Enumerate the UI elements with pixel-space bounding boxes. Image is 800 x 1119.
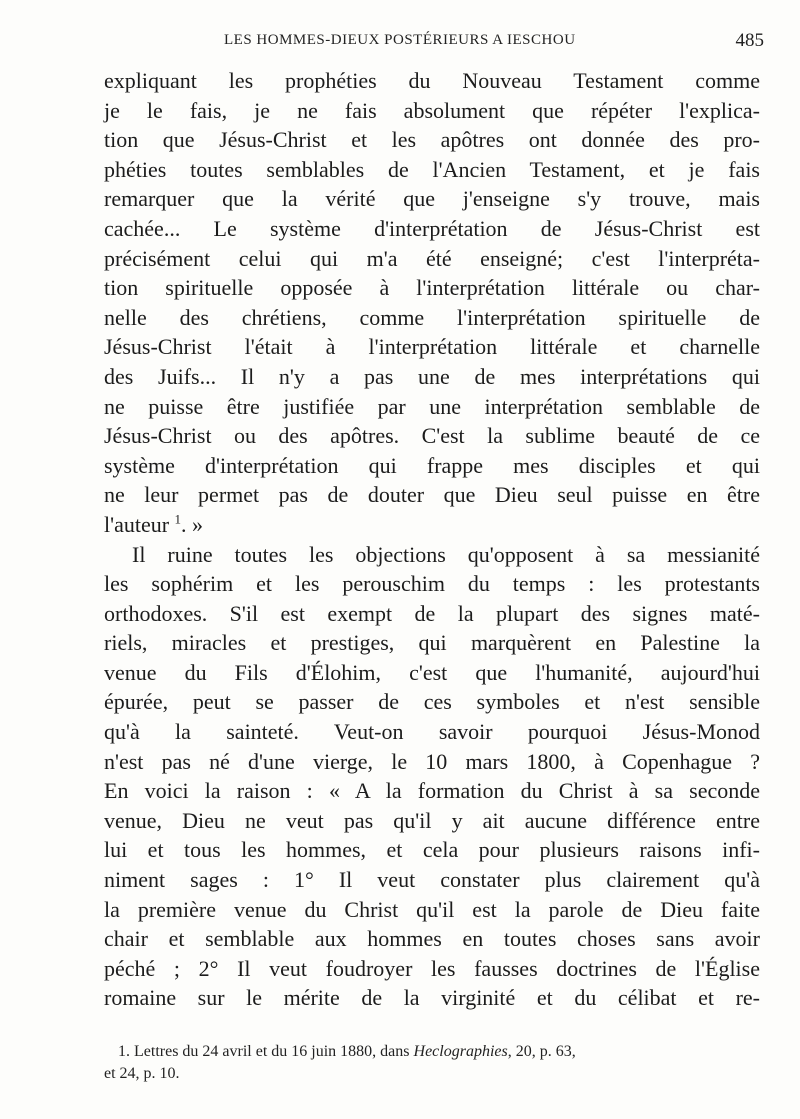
running-title: LES HOMMES-DIEUX POSTÉRIEURS A IESCHOU [224, 32, 576, 48]
text-line: des Juifs... Il n'y a pas une de mes interprétations qui [104, 363, 760, 389]
running-header [104, 32, 764, 54]
footnote-reference[interactable]: 1 [174, 511, 182, 527]
text-line: système d'interprétation qui frappe mes disciples et qui [104, 452, 760, 478]
text-line: lui et tous les hommes, et cela pour plusieurs raisons infi- [104, 837, 760, 863]
text-line: romaine sur le mérite de la virginité et du célibat et re- [104, 985, 760, 1011]
text-line: tion que Jésus-Christ et les apôtres ont donnée des pro- [104, 127, 760, 153]
text-line: chair et semblable aux hommes en toutes choses sans avoir [104, 926, 760, 952]
text-line: Il ruine toutes les objections qu'opposent à sa messianité [132, 541, 760, 567]
text-line: venue du Fils d'Élohim, c'est que l'humanité, aujourd'hui [104, 659, 760, 685]
footnote-text: , 20, p. 63, [507, 1043, 576, 1060]
text-line: phéties toutes semblables de l'Ancien Testament, et je fais [104, 156, 760, 182]
text-fragment: . » [181, 511, 204, 537]
page-number: 485 [735, 30, 764, 51]
body-text [104, 66, 760, 1013]
text-line: venue, Dieu ne veut pas qu'il y ait aucune différence entre [104, 807, 760, 833]
text-line: qu'à la sainteté. Veut-on savoir pourquoi Jésus-Monod [104, 719, 760, 745]
text-line: les sophérim et les perouschim du temps : les protestants [104, 571, 760, 597]
footnote-1-continuation: et 24, p. 10. [104, 1065, 180, 1082]
text-line: riels, miracles et prestiges, qui marquèrent en Palestine la [104, 630, 760, 656]
text-line: ne leur permet pas de douter que Dieu seul puisse en être [104, 482, 760, 508]
text-line: la première venue du Christ qu'il est la parole de Dieu faite [104, 896, 760, 922]
text-line: niment sages : 1° Il veut constater plus clairement qu'à [104, 867, 760, 893]
footnote-1 [104, 1041, 760, 1063]
footnote-title: Heclographies [413, 1043, 508, 1060]
text-line: tion spirituelle opposée à l'interprétation littérale ou char- [104, 275, 760, 301]
text-line: nelle des chrétiens, comme l'interprétation spirituelle de [104, 304, 760, 330]
text-line: n'est pas né d'une vierge, le 10 mars 1800, à Copenhague ? [104, 748, 760, 774]
paragraph-1 [104, 66, 760, 540]
text-line: Jésus-Christ l'était à l'interprétation littérale et charnelle [104, 334, 760, 360]
text-line: remarquer que la vérité que j'enseigne s'y trouve, mais [104, 186, 760, 212]
text-line: orthodoxes. S'il est exempt de la plupart des signes maté- [104, 600, 760, 626]
text-line: Jésus-Christ ou des apôtres. C'est la sublime beauté de ce [104, 423, 760, 449]
text-line: précisément celui qui m'a été enseigné; c'est l'interpréta- [104, 245, 760, 271]
footnotes [104, 1041, 760, 1085]
text-line: épurée, peut se passer de ces symboles et n'est sensible [104, 689, 760, 715]
text-line: cachée... Le système d'interprétation de Jésus-Christ est [104, 215, 760, 241]
text-line: je le fais, je ne fais absolument que répéter l'explica- [104, 97, 760, 123]
text-line-last [104, 510, 760, 540]
text-line: péché ; 2° Il veut foudroyer les fausses doctrines de l'Église [104, 955, 760, 981]
text-line: En voici la raison : « A la formation du Christ à sa seconde [104, 778, 760, 804]
text-line: expliquant les prophéties du Nouveau Testament comme [104, 68, 760, 93]
text-line: ne puisse être justifiée par une interprétation semblable de [104, 393, 760, 419]
footnote-text: 1. Lettres du 24 avril et du 16 juin 1880, dans [118, 1043, 414, 1060]
text-fragment: l'auteur [104, 511, 170, 537]
paragraph-2 [104, 540, 760, 1014]
